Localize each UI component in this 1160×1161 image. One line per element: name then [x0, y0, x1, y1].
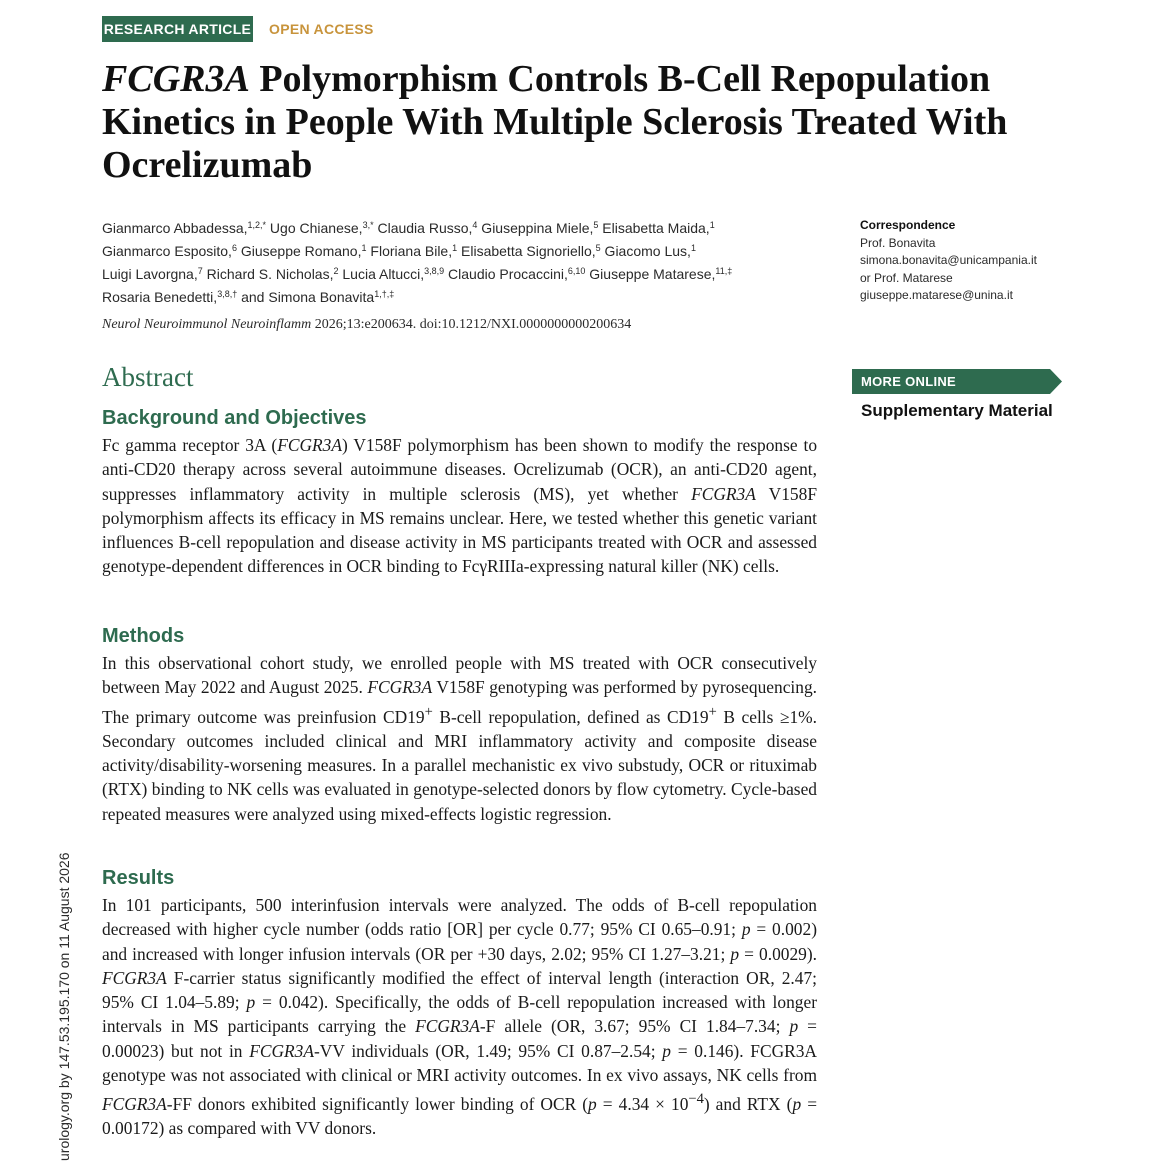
correspondence-heading: Correspondence: [860, 218, 956, 232]
open-access-label: OPEN ACCESS: [269, 21, 374, 37]
author-line: Rosaria Benedetti,$^{3,8,\dagger}$ and Simona Bonavita$^{1,\dagger,\ddagger}$: [102, 289, 395, 305]
title-line1: Polymorphism Controls B-Cell Repopulation: [249, 58, 991, 100]
author-line: Gianmarco Abbadessa,$^{1,2,*}$ Ugo Chianese,$^{3,*}$ Claudia Russo,$^4$ Giuseppina Miele,$^5$ Elisabetta Maida,$^1$: [102, 220, 715, 236]
author-list: [102, 217, 822, 309]
correspondence-email[interactable]: simona.bonavita@unicampania.it: [860, 253, 1037, 267]
abstract-heading: Abstract: [102, 362, 194, 392]
download-watermark: urology.org by 147.53.195.170 on 11 August 2026: [56, 852, 72, 1161]
results-paragraph: In 101 participants, 500 interinfusion intervals were analyzed. The odds of B-cell repopulation decreased with higher cycle number (odds ratio [OR] per cycle 0.77; 95% CI 0.65–0.91; p = 0.002) and increased with longer infusion intervals (OR per +30 days, 2.02; 95% CI 1.27–3.21; p = 0.0029). FCGR3A F-carrier status significantly modified the effect of interval length (interaction OR, 2.47; 95% CI 1.04–5.89; p = 0.042). Specifically, the odds of B-cell repopulation increased with longer intervals in MS participants carrying the FCGR3A-F allele (OR, 3.67; 95% CI 1.84–7.34; p = 0.00023) but not in FCGR3A-VV individuals (OR, 1.49; 95% CI 0.87–2.54; p = 0.146). FCGR3A genotype was not associated with clinical or MRI activity outcomes. In ex vivo assays, NK cells from FCGR3A-FF donors exhibited significantly lower binding of OCR $(p = 4.34 \times 10^{-4})$ and RTX (p = 0.00172) as compared with VV donors.: [102, 895, 818, 1139]
background-paragraph: Fc gamma receptor 3A (FCGR3A) V158F polymorphism has been shown to modify the response to anti-CD20 therapy across several autoimmune diseases. Ocrelizumab (OCR), an anti-CD20 agent, suppresses inflammatory activity in multiple sclerosis (MS), yet whether FCGR3A V158F polymorphism affects its efficacy in MS remains unclear. Here, we tested whether this genetic variant influences B-cell repopulation and disease activity in MS participants treated with OCR and assessed genotype-dependent differences in OCR binding to FcγRIIIa-expressing natural killer (NK) cells.: [102, 435, 818, 577]
methods-heading: Methods: [102, 625, 185, 647]
title-line2: Kinetics in People With Multiple Sclerosis Treated With: [102, 101, 1008, 143]
results-heading: Results: [102, 867, 175, 889]
correspondence-name: or Prof. Matarese: [860, 270, 953, 285]
more-online-label: MORE ONLINE: [861, 374, 957, 389]
author-line: Luigi Lavorgna,$^7$ Richard S. Nicholas,$^2$ Lucia Altucci,$^{3,8,9}$ Claudio Procaccini,$^{6,10}$ Giuseppe Matarese,$^{11,\ddagger}$: [102, 266, 733, 282]
supplementary-material-link[interactable]: Supplementary Material: [861, 401, 1053, 420]
citation: [102, 317, 822, 333]
author-line: Gianmarco Esposito,$^6$ Giuseppe Romano,$^1$ Floriana Bile,$^1$ Elisabetta Signoriello,$^5$ Giacomo Lus,$^1$: [102, 243, 696, 259]
title-gene: FCGR3A: [102, 58, 250, 100]
title-line3: Ocrelizumab: [102, 144, 313, 186]
correspondence-box: [860, 217, 1100, 305]
correspondence-email[interactable]: giuseppe.matarese@unina.it: [860, 288, 1013, 302]
background-heading: Background and Objectives: [102, 407, 367, 429]
more-online-banner: [852, 369, 1062, 394]
correspondence-name: Prof. Bonavita: [860, 235, 936, 250]
journal-name: Neurol Neuroimmunol Neuroinflamm: [102, 317, 312, 332]
methods-paragraph: In this observational cohort study, we enrolled people with MS treated with OCR consecutively between May 2022 and August 2025. FCGR3A V158F genotyping was performed by pyrosequencing. The primary outcome was preinfusion CD19+ B-cell repopulation, defined as CD19+ B cells ≥1%. Secondary outcomes included clinical and MRI inflammatory activity and composite disease activity/disability-worsening measures. In a parallel mechanistic ex vivo substudy, OCR or rituximab (RTX) binding to NK cells was evaluated in genotype-selected donors by flow cytometry. Cycle-based repeated measures were analyzed using mixed-effects logistic regression.: [102, 653, 818, 824]
article-title: [102, 58, 1082, 187]
research-article-badge: RESEARCH ARTICLE: [102, 16, 253, 42]
citation-doi[interactable]: 2026;13:e200634. doi:10.1212/NXI.0000000000200634: [311, 317, 632, 332]
